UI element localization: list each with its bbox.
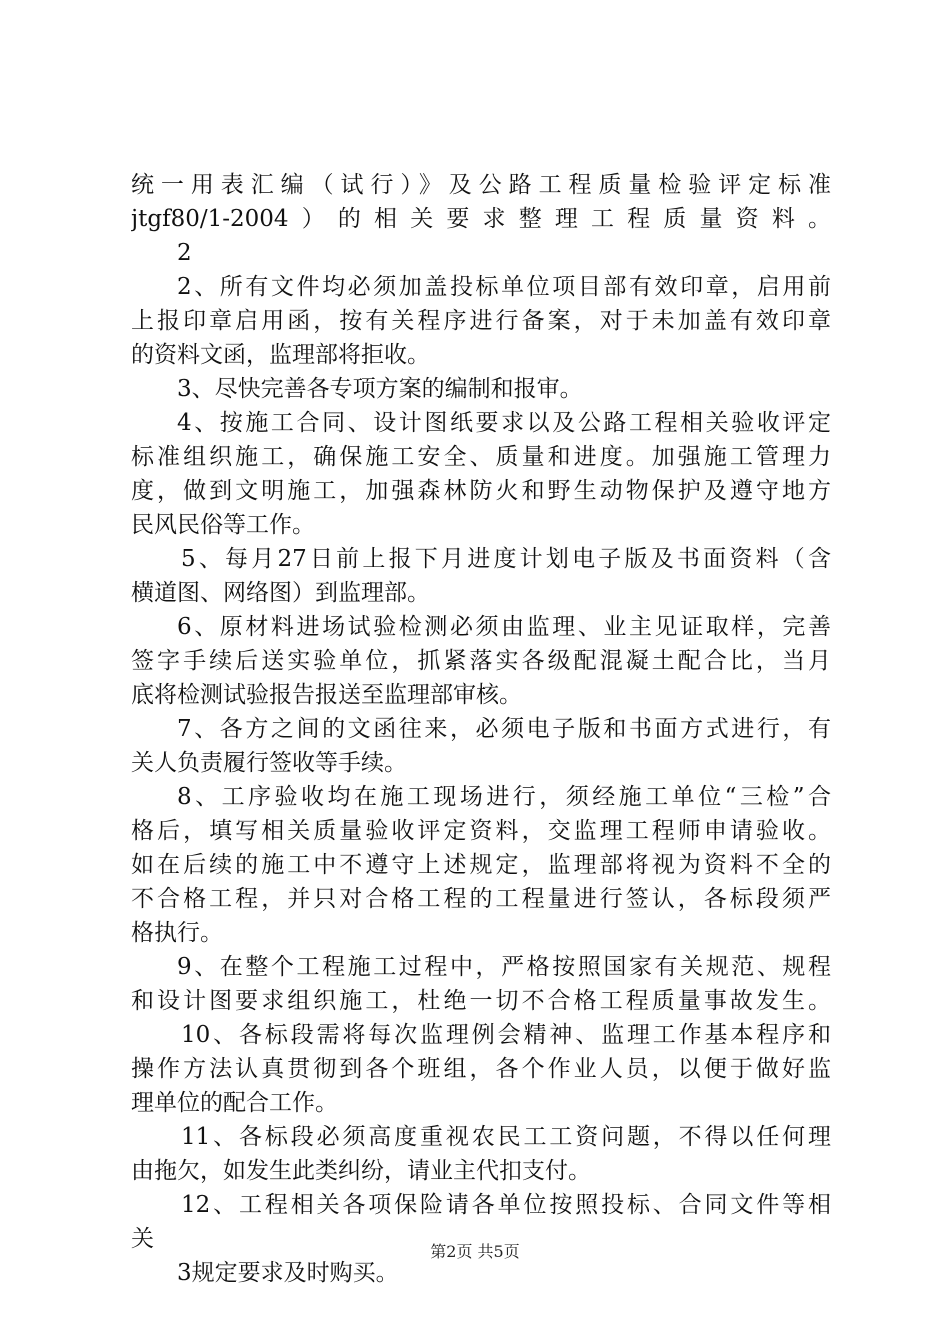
paragraph-start: 7、各方之间的文函往来，必须电子版和书面方式进行，有 bbox=[177, 716, 831, 742]
text-line: 格后，填写相关质量验收评定资料，交监理工程师申请验收。 bbox=[131, 818, 831, 844]
paragraph-start: 6、原材料进场试验检测必须由监理、业主见证取样，完善 bbox=[177, 614, 831, 640]
text-line: 横道图、网络图）到监理部。 bbox=[131, 580, 430, 606]
text-line: 民风民俗等工作。 bbox=[131, 512, 315, 538]
paragraph-start: 2、所有文件均必须加盖投标单位项目部有效印章，启用前 bbox=[177, 274, 831, 300]
paragraph-start: 8、工序验收均在施工现场进行，须经施工单位“三检”合 bbox=[177, 784, 831, 810]
text-line: 的资料文函，监理部将拒收。 bbox=[131, 342, 430, 368]
page-number-footer: 第2页 共5页 bbox=[430, 1242, 520, 1261]
text-line: 不合格工程，并只对合格工程的工程量进行签认，各标段须严 bbox=[131, 886, 831, 912]
paragraph-start: 3规定要求及时购买。 bbox=[177, 1260, 399, 1286]
text-line: 统一用表汇编（试行）》及公路工程质量检验评定标准 bbox=[131, 172, 831, 198]
paragraph-start: 12、工程相关各项保险请各单位按照投标、合同文件等相 bbox=[181, 1192, 831, 1218]
text-line: 操作方法认真贯彻到各个班组，各个作业人员，以便于做好监 bbox=[131, 1056, 831, 1082]
paragraph-start: 11、各标段必须高度重视农民工工资问题，不得以任何理 bbox=[181, 1124, 831, 1150]
paragraph-start: 10、各标段需将每次监理例会精神、监理工作基本程序和 bbox=[181, 1022, 831, 1048]
text-line: 由拖欠，如发生此类纠纷，请业主代扣支付。 bbox=[131, 1158, 591, 1184]
text-line: 底将检测试验报告报送至监理部审核。 bbox=[131, 682, 522, 708]
text-line: 上报印章启用函，按有关程序进行备案，对于未加盖有效印章 bbox=[131, 308, 831, 334]
page-break-marker: 2 bbox=[177, 240, 192, 266]
text-line: 和设计图要求组织施工，杜绝一切不合格工程质量事故发生。 bbox=[131, 988, 831, 1014]
text-line: 格执行。 bbox=[131, 920, 223, 946]
text-line: 关 bbox=[131, 1226, 154, 1252]
paragraph-start: 3、尽快完善各专项方案的编制和报审。 bbox=[177, 376, 583, 402]
paragraph-start: 4、按施工合同、设计图纸要求以及公路工程相关验收评定 bbox=[177, 410, 831, 436]
text-line: jtgf80/1-2004）的相关要求整理工程质量资料。 bbox=[131, 206, 831, 232]
text-line: 如在后续的施工中不遵守上述规定，监理部将视为资料不全的 bbox=[131, 852, 831, 878]
paragraph-start: 9、在整个工程施工过程中，严格按照国家有关规范、规程 bbox=[177, 954, 831, 980]
text-line: 关人负责履行签收等手续。 bbox=[131, 750, 407, 776]
paragraph-start: 5、每月27日前上报下月进度计划电子版及书面资料（含 bbox=[181, 546, 831, 572]
document-body bbox=[131, 168, 831, 1290]
text-line: 度，做到文明施工，加强森林防火和野生动物保护及遵守地方 bbox=[131, 478, 831, 504]
text-line: 理单位的配合工作。 bbox=[131, 1090, 338, 1116]
text-line: 签字手续后送实验单位，抓紧落实各级配混凝土配合比，当月 bbox=[131, 648, 831, 674]
text-line: 标准组织施工，确保施工安全、质量和进度。加强施工管理力 bbox=[131, 444, 831, 470]
